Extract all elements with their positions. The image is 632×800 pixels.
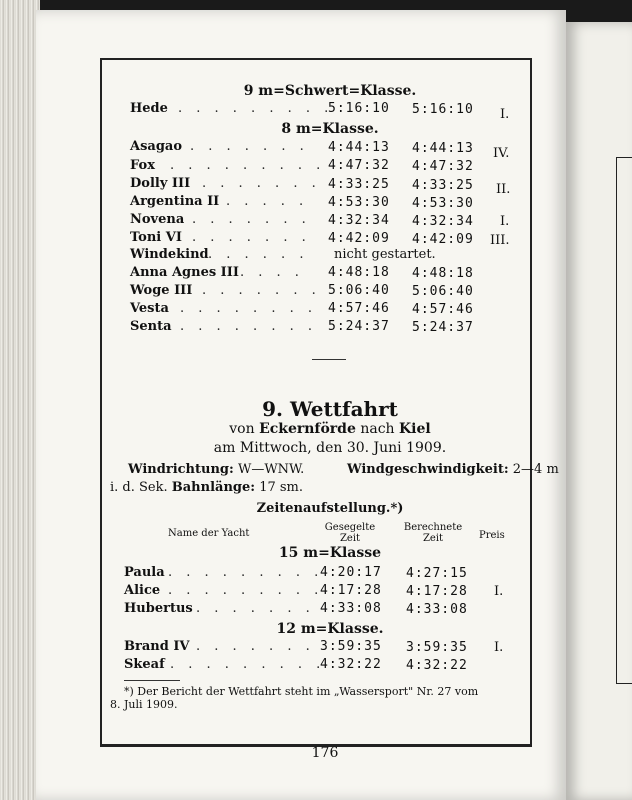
leader-dots: . . . . . . . . . [170, 158, 326, 173]
footnote-rule [124, 680, 180, 681]
leader-dots: . . . . . . . [196, 601, 315, 616]
yacht-name: Woge III [130, 283, 193, 298]
leader-dots: . . . . . . . [192, 212, 311, 227]
yacht-name: Hede [130, 101, 168, 116]
facing-page-frame [616, 157, 632, 684]
yacht-name: Toni VI [130, 230, 182, 245]
wind-direction-value: W—WNW. [237, 462, 305, 477]
yacht-name: Brand IV [124, 639, 190, 654]
footnote-line-2: 8. Juli 1909. [110, 698, 178, 711]
heading-12m-klasse: 12 m=Klasse. [276, 621, 384, 637]
calculated-time: 4:47:32 [412, 159, 474, 174]
col-header-prize: Preis [479, 530, 505, 541]
course-line [110, 481, 303, 495]
calculated-time: 4:57:46 [412, 302, 474, 317]
yacht-name: Dolly III [130, 176, 191, 191]
leader-dots: . . . . . . . . [180, 319, 317, 334]
prize: III. [490, 233, 510, 248]
yacht-name: Skeaf [124, 657, 165, 672]
yacht-name: Novena [130, 212, 185, 227]
sailed-time: 4:57:46 [328, 301, 390, 316]
wind-speed [347, 463, 559, 477]
prize: IV. [493, 146, 510, 161]
yacht-name: Fox [130, 158, 155, 173]
prize: I. [500, 214, 510, 229]
yacht-name: Vesta [130, 301, 169, 316]
calculated-time: 4:53:30 [412, 196, 474, 211]
yacht-name: Asagao [130, 139, 183, 154]
heading-8m-klasse: 8 m=Klasse. [281, 121, 379, 137]
prize: I. [494, 640, 504, 655]
sailed-time: 4:53:30 [328, 195, 390, 210]
leader-dots: . . . . . . . . [180, 301, 317, 316]
route-nach: nach [360, 421, 395, 437]
yacht-name: Hubertus [124, 601, 193, 616]
sailed-time: 5:06:40 [328, 283, 390, 298]
col-header-sailed-1: Gesegelte [324, 522, 376, 533]
sailed-time: 3:59:35 [320, 639, 382, 654]
calculated-time: 4:33:08 [406, 602, 468, 617]
wind-speed-label: Windgeschwindigkeit: [347, 462, 509, 477]
leader-dots: . . . . . . . [192, 230, 311, 245]
facing-page [566, 22, 632, 800]
calculated-time: 4:33:25 [412, 178, 474, 193]
leader-dots: . . . . [240, 265, 304, 280]
leader-dots: . . . . . . . [190, 139, 309, 154]
wind-speed-value: 2—4 m [512, 462, 559, 477]
sailed-time: 5:24:37 [328, 319, 390, 334]
leader-dots: . . . . . . . . . [178, 101, 334, 116]
leader-dots: . . . . . . . . . [168, 565, 324, 580]
sailed-time: 4:47:32 [328, 158, 390, 173]
race-title: 9. Wettfahrt [262, 397, 398, 421]
sailed-time: 5:16:10 [328, 101, 390, 116]
sailed-time: 4:20:17 [320, 565, 382, 580]
yacht-name: Argentina II [130, 194, 220, 209]
sailed-time: 4:33:08 [320, 601, 382, 616]
wind-direction-label: Windrichtung: [128, 462, 234, 477]
prize: I. [494, 584, 504, 599]
heading-15m-klasse: 15 m=Klasse [278, 545, 382, 561]
calculated-time: 5:24:37 [412, 320, 474, 335]
wind-direction [128, 463, 304, 477]
leader-dots: . . . . . . . . . [168, 583, 324, 598]
calculated-time: 4:17:28 [406, 584, 468, 599]
col-header-calc-2: Zeit [422, 533, 444, 544]
yacht-name: Paula [124, 565, 165, 580]
calculated-time: 4:32:34 [412, 214, 474, 229]
yacht-name: Alice [124, 583, 161, 598]
col-header-calc-1: Berechnete [403, 522, 463, 533]
leader-dots: . . . . . . . [202, 283, 321, 298]
sailed-time: 4:33:25 [328, 177, 390, 192]
sailed-time: 4:32:34 [328, 213, 390, 228]
calculated-time: 5:16:10 [412, 102, 474, 117]
page-number: 176 [311, 745, 339, 761]
times-caption: Zeitenaufstellung.*) [256, 501, 404, 516]
calculated-time: 4:27:15 [406, 566, 468, 581]
leader-dots: . . . . . . [208, 247, 309, 262]
leader-dots: . . . . . . . . . [170, 657, 326, 672]
col-header-sailed-2: Zeit [339, 533, 361, 544]
calculated-time: 5:06:40 [412, 284, 474, 299]
prize: I. [500, 107, 510, 122]
calculated-time: 3:59:35 [406, 640, 468, 655]
sailed-time: 4:44:13 [328, 140, 390, 155]
col-header-name: Name der Yacht [168, 528, 250, 539]
section-divider [312, 359, 346, 360]
leader-dots: . . . . . [226, 194, 309, 209]
wind-speed-unit: i. d. Sek. [110, 480, 168, 495]
prize: II. [496, 182, 511, 197]
not-started-note: nicht gestartet. [334, 247, 436, 262]
yacht-name: Senta [130, 319, 172, 334]
sailed-time: 4:17:28 [320, 583, 382, 598]
race-date: am Mittwoch, den 30. Juni 1909. [213, 440, 447, 456]
calculated-time: 4:44:13 [412, 141, 474, 156]
leader-dots: . . . . . . . [202, 176, 321, 191]
calculated-time: 4:42:09 [412, 232, 474, 247]
sailed-time: 4:32:22 [320, 657, 382, 672]
route-von: von [229, 421, 255, 437]
heading-schwert-klasse: 9 m=Schwert=Klasse. [243, 83, 417, 99]
yacht-name: Windekind [130, 247, 209, 262]
race-route [200, 421, 460, 437]
footnote-line-1: *) Der Bericht der Wettfahrt steht im „Wassersport" Nr. 27 vom [124, 685, 479, 698]
book-page-edges [0, 0, 40, 800]
leader-dots: . . . . . . . [196, 639, 315, 654]
route-from: Eckernförde [259, 421, 356, 437]
calculated-time: 4:32:22 [406, 658, 468, 673]
sailed-time: 4:48:18 [328, 265, 390, 280]
course-length-label: Bahnlänge: [171, 480, 256, 495]
sailed-time: 4:42:09 [328, 231, 390, 246]
yacht-name: Anna Agnes III [130, 265, 239, 280]
calculated-time: 4:48:18 [412, 266, 474, 281]
route-to: Kiel [399, 421, 431, 437]
course-length-value: 17 sm. [259, 480, 304, 495]
